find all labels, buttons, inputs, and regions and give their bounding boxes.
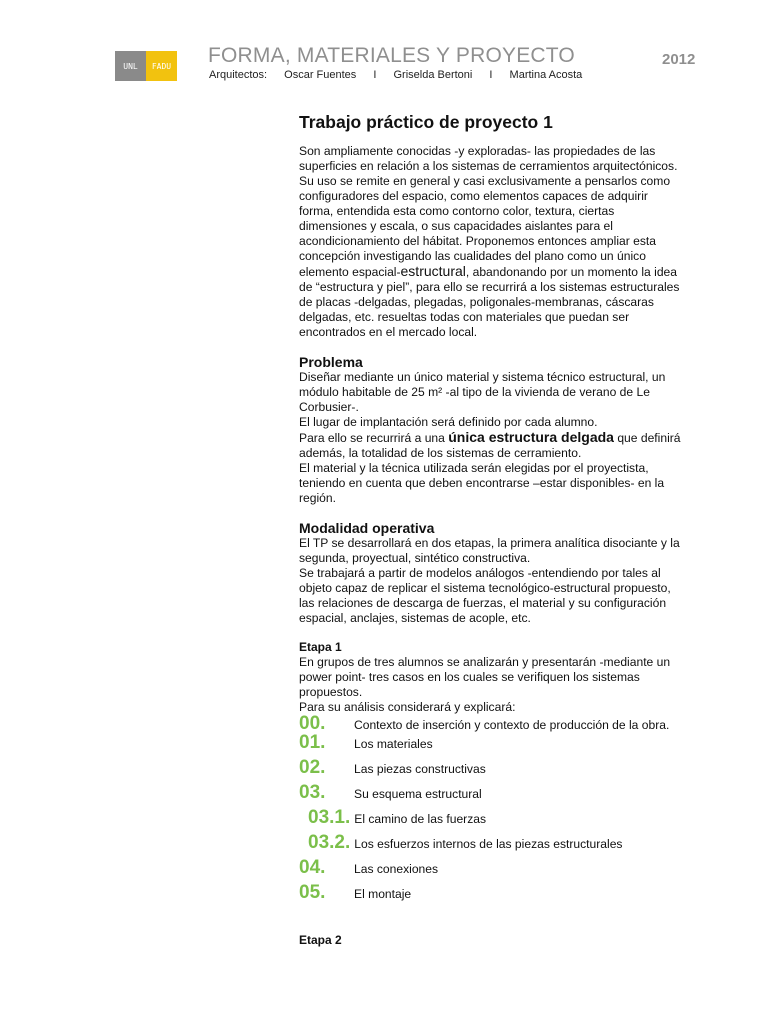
document-body: [299, 112, 684, 948]
etapa1-heading: Etapa 1: [299, 640, 342, 654]
etapa2-heading: Etapa 2: [299, 933, 342, 947]
item-text: Contexto de inserción y contexto de producción de la obra.: [354, 718, 670, 732]
item-text: El camino de las fuerzas: [354, 812, 487, 826]
unl-fadu-logo: [115, 51, 177, 81]
author-1: Oscar Fuentes: [284, 69, 357, 81]
item-text: Las conexiones: [354, 862, 439, 876]
item-text: Las piezas constructivas: [354, 762, 486, 776]
intro-paragraph: Son ampliamente conocidas -y exploradas- las propiedades de las superficies en relación a los sistemas de cerramientos arquitectónicos. Su uso se remite en general y casi exclusivamente a pensarlos como configuradores del espacio, como elementos capaces de adquirir forma, entendida esta como contorno color, textura, ciertas dimensiones y escala, o sus capacidades aislantes para el acondicionamiento del hábitat. Proponemos entonces ampliar esta concepción investigando las cualidades del plano como un único elemento espacial-estructural, abandonando por un momento la idea de “estructura y piel”, para ello se recurrirá a los sistemas estructurales de placas -delgadas, plegadas, poligonales-membranas, cáscaras delgadas, etc. resueltas todas con materiales que puedan ser encontrados en el mercado local.: [299, 144, 680, 339]
list-item: [299, 715, 684, 734]
etapa1-section: [299, 640, 684, 903]
etapa1-p1: En grupos de tres alumnos se analizarán y presentarán -mediante un power point- tres casos en los cuales se verifiquen los sistemas propuestos.: [299, 655, 671, 699]
item-number: 03.2.: [308, 832, 351, 853]
year: 2012: [662, 51, 696, 68]
course-title: FORMA, MATERIALES Y PROYECTO: [208, 44, 575, 67]
problema-p4: El material y la técnica utilizada serán elegidas por el proyectista, teniendo en cuenta que deben encontrarse –estar disponibles- en la región.: [299, 461, 665, 505]
modalidad-heading: Modalidad operativa: [299, 520, 435, 536]
modalidad-p2: Se trabajará a partir de modelos análogos -entendiendo por tales al objeto capaz de replicar el sistema tecnológico-estructural propuesto, las relaciones de descarga de fuerzas, el material y su configuración espacial, anclajes, sistemas de acople, etc.: [299, 566, 671, 625]
problema-section: [299, 354, 684, 506]
author-2: Griselda Bertoni: [393, 69, 473, 81]
list-item: [299, 734, 684, 753]
author-3: Martina Acosta: [509, 69, 583, 81]
modalidad-section: [299, 520, 684, 626]
modalidad-p1: El TP se desarrollará en dos etapas, la primera analítica disociante y la segunda, proyectual, sintético constructiva.: [299, 536, 680, 565]
separator: I: [373, 69, 377, 81]
item-number: 04.: [299, 857, 326, 878]
list-item: [299, 859, 684, 878]
item-number: 02.: [299, 757, 326, 778]
item-number: 05.: [299, 882, 326, 903]
list-item: [299, 884, 684, 903]
logo-fadu: FADU: [146, 51, 177, 81]
item-number: 03.1.: [308, 807, 351, 828]
list-item: [299, 809, 684, 828]
authors-line: [209, 69, 596, 81]
problema-p3: Para ello se recurrirá a una única estructura delgada que definirá además, la totalidad de los sistemas de cerramiento.: [299, 429, 681, 460]
item-text: El montaje: [354, 887, 412, 901]
authors-label: Arquitectos:: [209, 69, 268, 81]
item-number: 01.: [299, 732, 326, 753]
item-number: 00.: [299, 713, 326, 734]
document-title: Trabajo práctico de proyecto 1: [299, 112, 553, 132]
item-text: Los materiales: [354, 737, 433, 751]
list-item: [299, 759, 684, 778]
item-text: Los esfuerzos internos de las piezas estructurales: [354, 837, 623, 851]
problema-heading: Problema: [299, 354, 363, 370]
item-text: Su esquema estructural: [354, 787, 482, 801]
list-item: [299, 784, 684, 803]
logo-unl: UNL: [115, 51, 146, 81]
list-item: [299, 834, 684, 853]
item-number: 03.: [299, 782, 326, 803]
problema-p1: Diseñar mediante un único material y sistema técnico estructural, un módulo habitable de 25 m² -al tipo de la vivienda de verano de Le Corbusier-.: [299, 370, 666, 414]
etapa1-p2: Para su análisis considerará y explicará:: [299, 700, 516, 714]
problema-p2: El lugar de implantación será definido por cada alumno.: [299, 415, 598, 429]
separator: I: [489, 69, 493, 81]
